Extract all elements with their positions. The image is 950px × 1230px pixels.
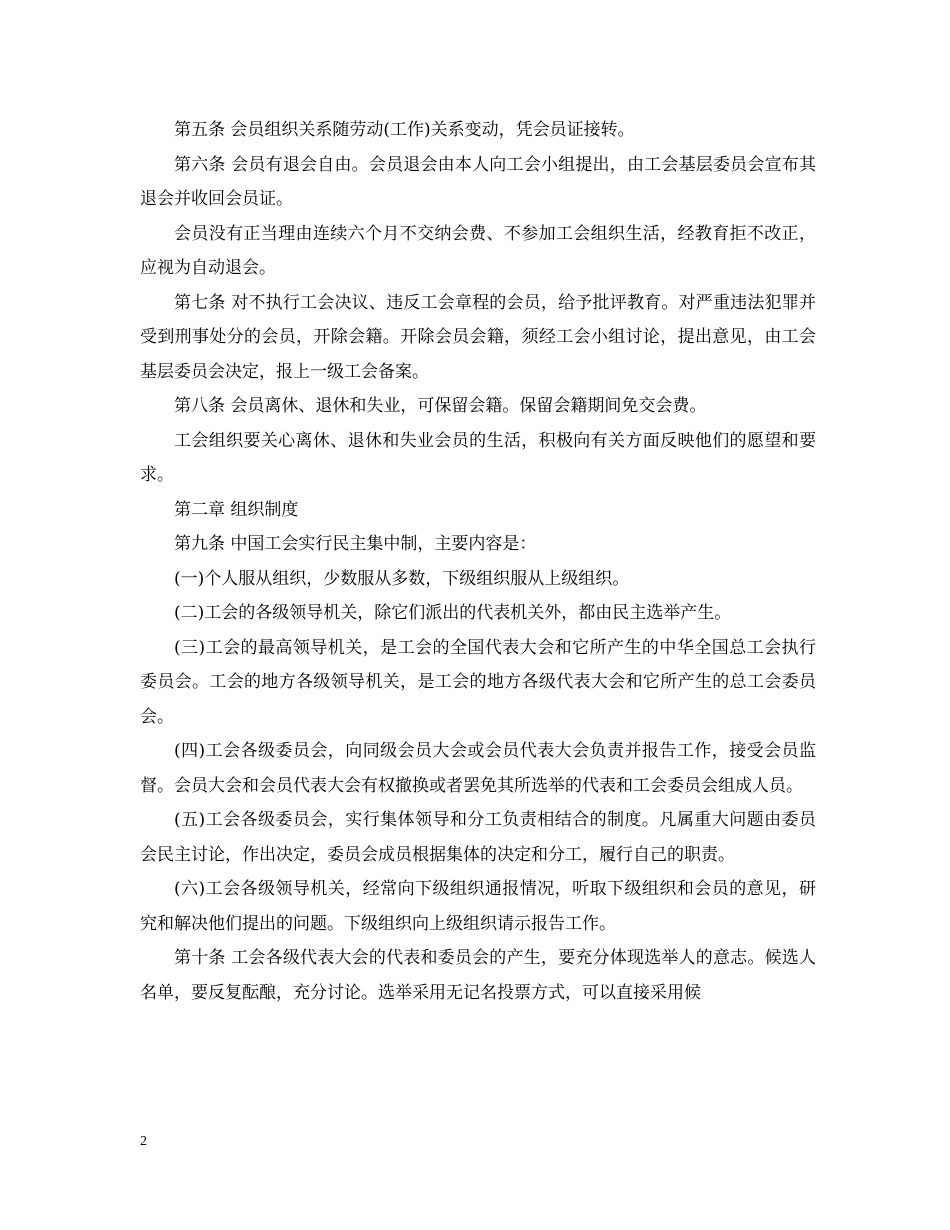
list-item-3: (三)工会的最高领导机关，是工会的全国代表大会和它所产生的中华全国总工会执行委员会。工会的地方各级领导机关，是工会的地方各级代表大会和它所产生的总工会委员会。	[140, 637, 816, 727]
paragraph-auto-withdrawal: 会员没有正当理由连续六个月不交纳会费、不参加工会组织生活，经教育拒不改正，应视为自动退会。	[140, 223, 816, 278]
paragraph-article-5: 第五条 会员组织关系随劳动(工作)关系变动，凭会员证接转。	[174, 120, 635, 140]
list-item-4: (四)工会各级委员会，向同级会员大会或会员代表大会负责并报告工作，接受会员监督。会员大会和会员代表大会有权撤换或者罢免其所选举的代表和工会委员会组成人员。	[140, 741, 816, 796]
list-item-2: (二)工会的各级领导机关，除它们派出的代表机关外，都由民主选举产生。	[174, 603, 732, 623]
paragraph-article-7: 第七条 对不执行工会决议、违反工会章程的会员，给予批评教育。对严重违法犯罪并受到刑事处分的会员，开除会籍。开除会员会籍，须经工会小组讨论，提出意见，由工会基层委员会决定，报上一级工会备案。	[140, 292, 816, 382]
list-item-5: (五)工会各级委员会，实行集体领导和分工负责相结合的制度。凡属重大问题由委员会民主讨论，作出决定，委员会成员根据集体的决定和分工，履行自己的职责。	[140, 810, 816, 865]
paragraph-article-8: 第八条 会员离休、退休和失业，可保留会籍。保留会籍期间免交会费。	[174, 396, 707, 416]
document-body	[140, 113, 816, 1010]
page-number: 2	[140, 1134, 147, 1149]
list-item-1: (一)个人服从组织，少数服从多数，下级组织服从上级组织。	[174, 568, 630, 589]
paragraph-article-9: 第九条 中国工会实行民主集中制，主要内容是：	[174, 534, 537, 554]
paragraph-article-6: 第六条 会员有退会自由。会员退会由本人向工会小组提出，由工会基层委员会宣布其退会并收回会员证。	[140, 154, 816, 209]
list-item-6: (六)工会各级领导机关，经常向下级组织通报情况，听取下级组织和会员的意见，研究和解决他们提出的问题。下级组织向上级组织请示报告工作。	[140, 879, 816, 934]
chapter-heading: 第二章 组织制度	[174, 499, 299, 520]
paragraph-retiree-care: 工会组织要关心离休、退休和失业会员的生活，积极向有关方面反映他们的愿望和要求。	[140, 430, 816, 485]
paragraph-article-10: 第十条 工会各级代表大会的代表和委员会的产生，要充分体现选举人的意志。候选人名单，要反复酝酿，充分讨论。选举采用无记名投票方式，可以直接采用候	[140, 948, 816, 1003]
